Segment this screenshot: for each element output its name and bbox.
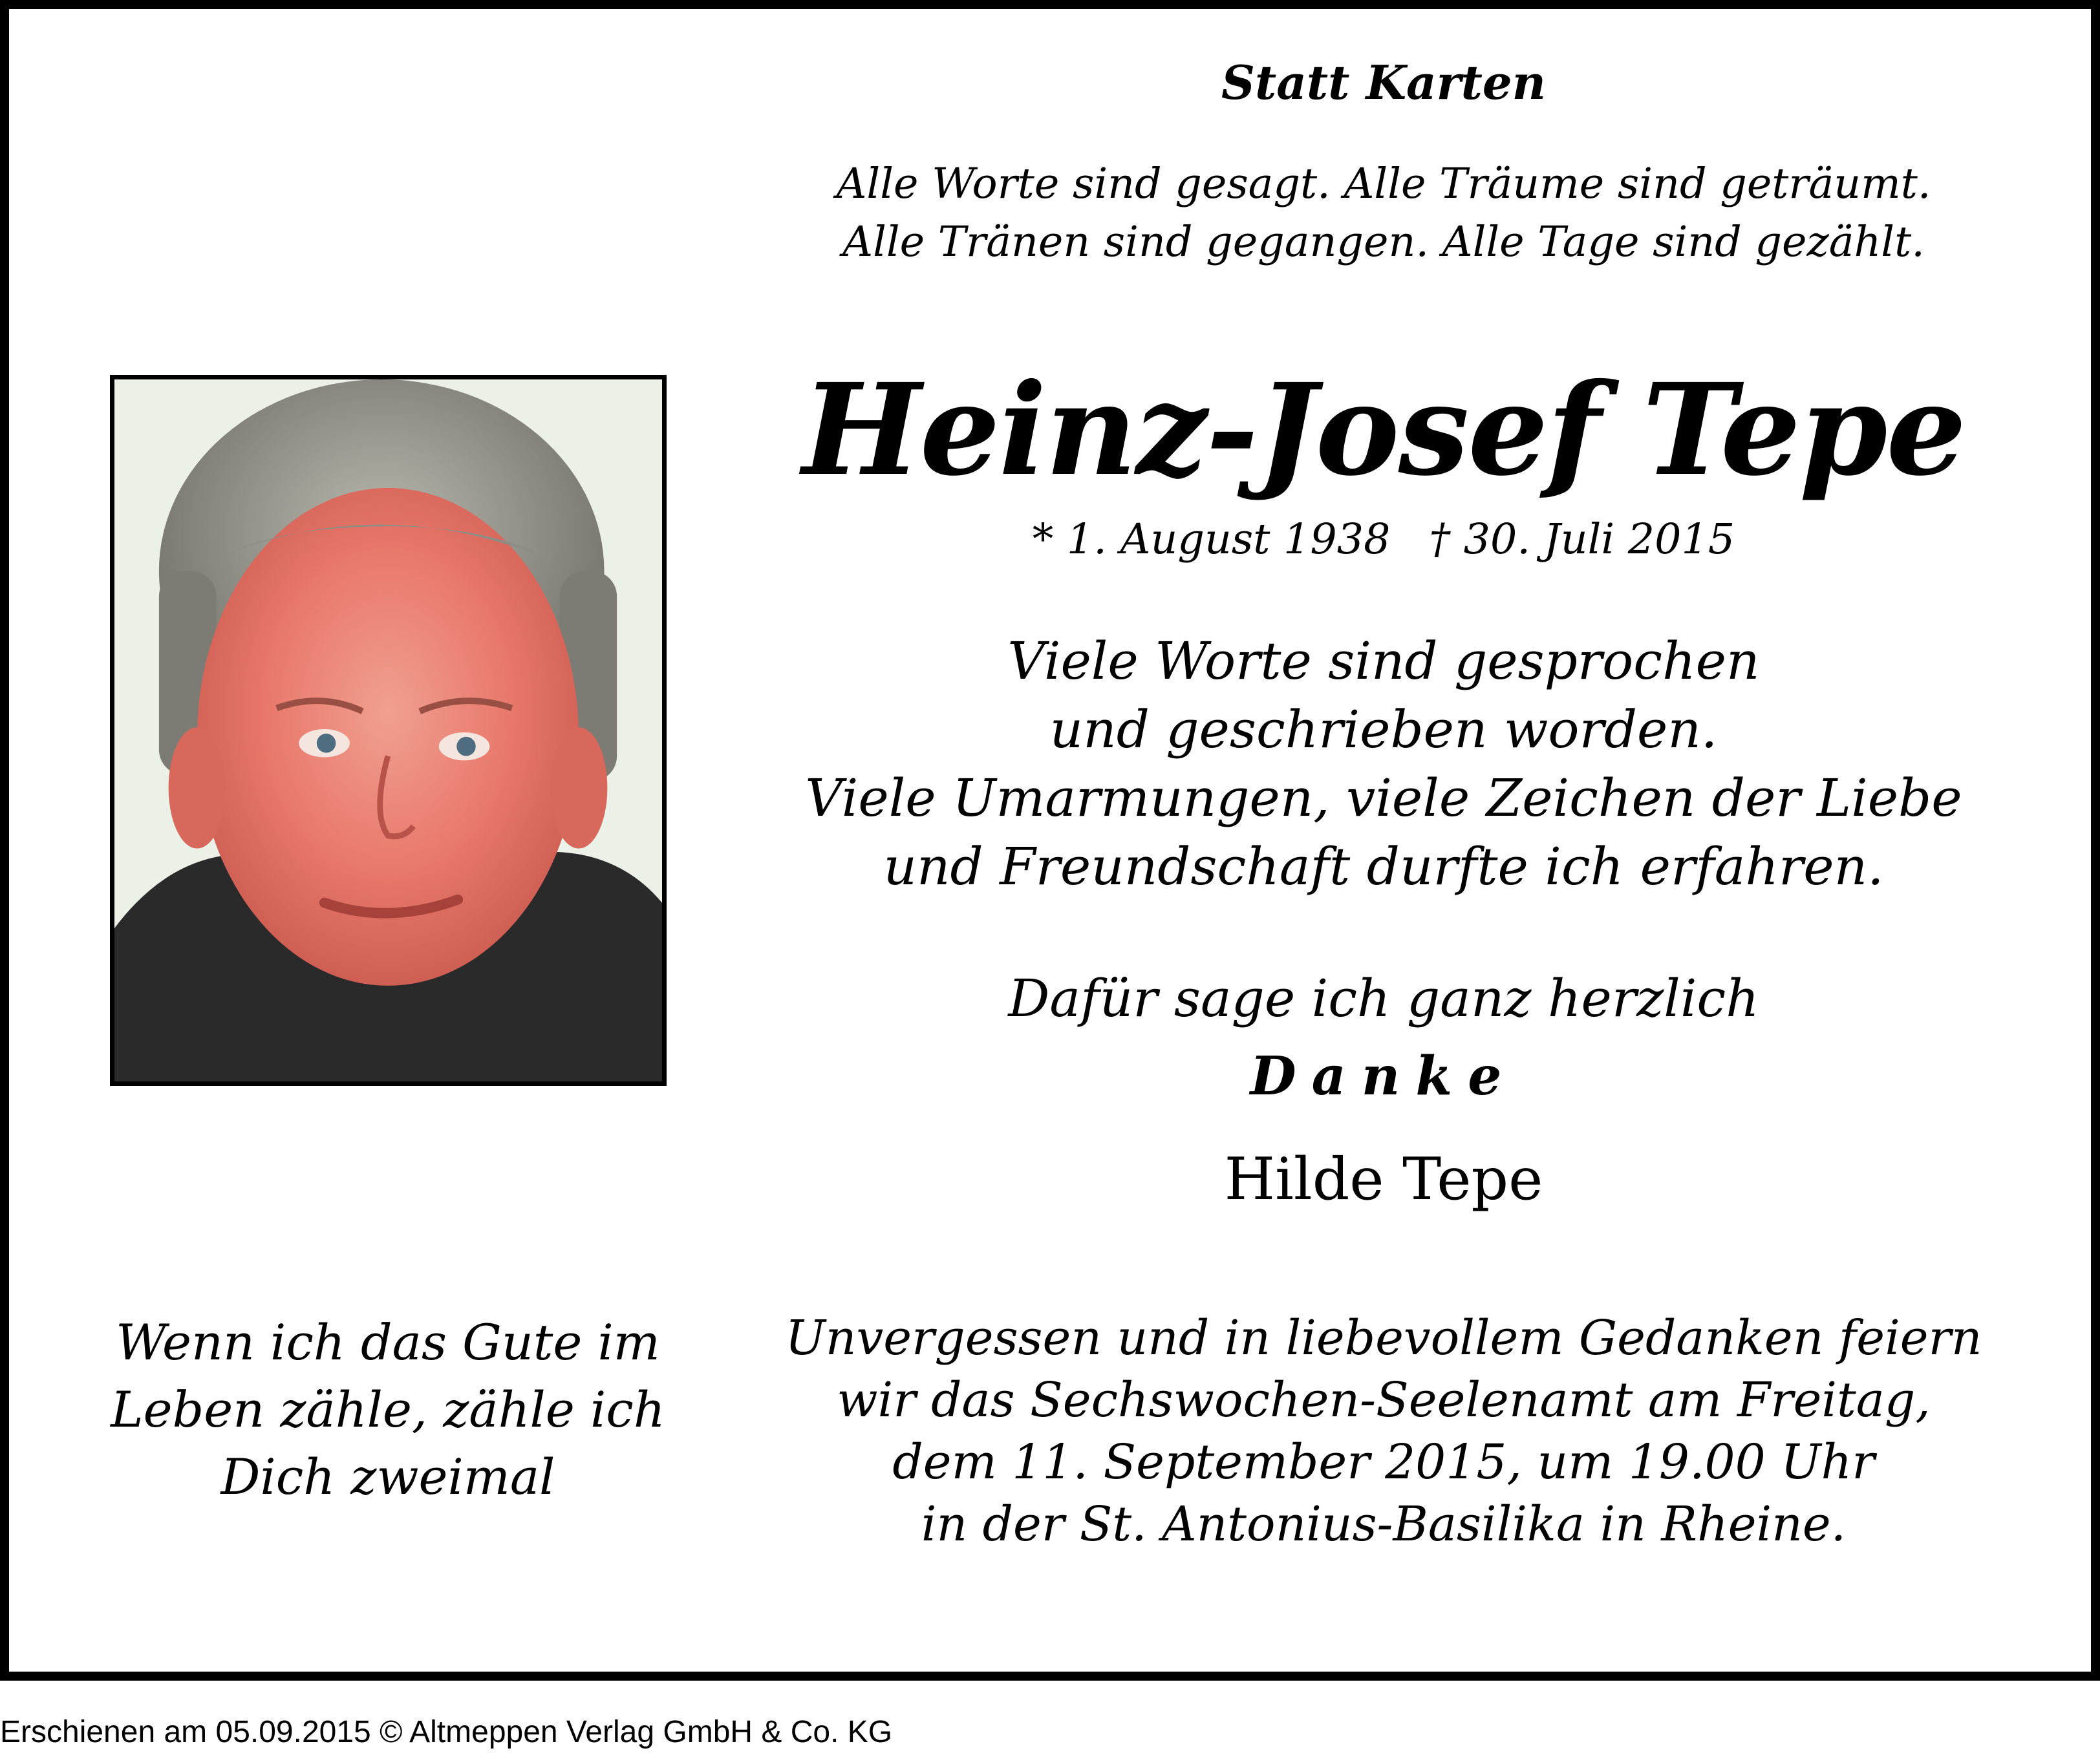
quote-line: Wenn ich das Gute im [116, 1314, 660, 1371]
opening-verse [776, 155, 1991, 271]
death-date: † 30. Juli 2015 [1429, 515, 1735, 564]
quote-line: Leben zähle, zähle ich [111, 1381, 665, 1438]
quote-line: Dich zweimal [220, 1448, 555, 1505]
deceased-name: Heinz-Josef Tepe [802, 356, 1966, 504]
signer-name: Hilde Tepe [1224, 1145, 1543, 1213]
thanks-line: Viele Worte sind gesprochen [1007, 631, 1760, 691]
publication-footer: Erschienen am 05.09.2015 © Altmeppen Verlag GmbH & Co. KG [0, 1715, 893, 1749]
service-line: wir das Sechswochen-Seelenamt am Freitag, [837, 1372, 1931, 1428]
thanks-text [776, 627, 1991, 901]
dafuer-line: Dafür sage ich ganz herzlich [1008, 968, 1759, 1028]
thanks-line: und geschrieben worden. [1049, 699, 1718, 760]
thanks-line: Viele Umarmungen, viele Zeichen der Liebe [805, 768, 1962, 828]
service-line: in der St. Antonius-Basilika in Rheine. [921, 1496, 1847, 1552]
quote-text [84, 1309, 692, 1511]
service-line: dem 11. September 2015, um 19.00 Uhr [892, 1434, 1875, 1490]
life-dates [841, 511, 1927, 569]
verse-line: Alle Tränen sind gegangen. Alle Tage sind gezählt. [842, 218, 1925, 266]
thanks-line: und Freundschaft durfte ich erfahren. [883, 836, 1884, 897]
portrait-photo [110, 375, 667, 1086]
danke-word: Danke [1250, 1045, 1517, 1107]
service-announcement [776, 1307, 1991, 1555]
portrait-illustration [114, 379, 662, 1081]
birth-date: * 1. August 1938 [1032, 515, 1391, 564]
service-line: Unvergessen und in liebevollem Gedanken feiern [785, 1310, 1982, 1366]
kicker-heading: Statt Karten [1221, 55, 1547, 110]
verse-line: Alle Worte sind gesagt. Alle Träume sind geträumt. [836, 160, 1931, 208]
